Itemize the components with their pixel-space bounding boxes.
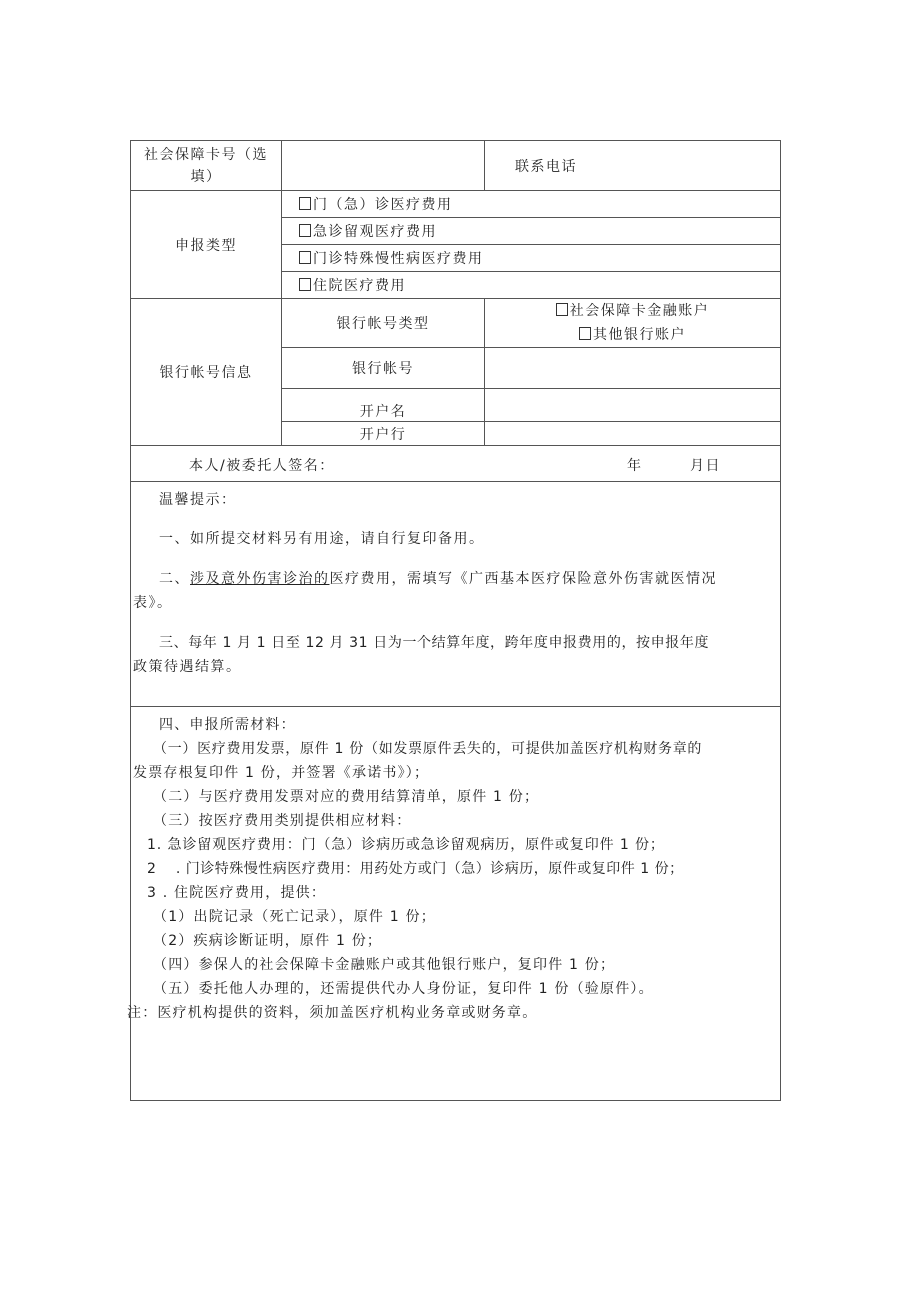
declare-option-3[interactable] (282, 245, 781, 272)
bank-type-option-1-label: 社会保障卡金融账户 (569, 303, 710, 319)
tips-row (131, 482, 781, 707)
material-3-3: 3 . 住院医疗费用，提供： (147, 885, 327, 901)
declare-option-4[interactable] (282, 272, 781, 299)
declare-option-2[interactable] (282, 218, 781, 245)
tips-item-2-continued: 表》。 (133, 595, 173, 611)
material-4: （四）参保人的社会保障卡金融账户或其他银行账户，复印件 1 份； (153, 957, 616, 973)
tips-item-2-text: 医疗费用，需填写《广西基本医疗保险意外伤害就医情况 (329, 571, 717, 587)
checkbox-icon[interactable] (299, 224, 311, 237)
signature-year: 年 (627, 458, 643, 474)
material-1-continued: 发票存根复印件 1 份，并签署《承诺书》）； (133, 765, 430, 781)
tips-item-3-continued: 政策待遇结算。 (133, 659, 242, 675)
bank-account-label: 银行帐号 (282, 348, 485, 389)
declare-row-1 (131, 191, 781, 218)
checkbox-icon[interactable] (556, 303, 568, 316)
declare-option-4-label: 住院医疗费用 (313, 278, 406, 294)
declare-type-label: 申报类型 (131, 191, 282, 299)
materials-note: 注：医疗机构提供的资料，须加盖医疗机构业务章或财务章。 (127, 1005, 538, 1021)
bank-holder-input[interactable] (485, 389, 781, 422)
bank-type-label: 银行帐号类型 (282, 299, 485, 348)
material-1: （一）医疗费用发票，原件 1 份（如发票原件丢失的，可提供加盖医疗机构财务章的 (153, 741, 703, 757)
phone-label: 联系电话 (515, 158, 577, 175)
material-3-3-2: （2）疾病诊断证明，原件 1 份； (153, 933, 383, 949)
materials-row (131, 707, 781, 1101)
bank-info-label: 银行帐号信息 (131, 299, 282, 446)
material-3-3-1: （1）出院记录（死亡记录），原件 1 份； (153, 909, 436, 925)
signature-monthday: 月日 (690, 458, 721, 474)
bank-type-row (131, 299, 781, 348)
bank-branch-label: 开户行 (282, 422, 485, 446)
social-card-row (131, 141, 781, 191)
declare-option-3-label: 门诊特殊慢性病医疗费用 (313, 251, 484, 267)
declare-option-1[interactable] (282, 191, 781, 218)
material-3: （三）按医疗费用类别提供相应材料： (153, 813, 412, 829)
tips-cell (131, 482, 781, 707)
checkbox-icon[interactable] (299, 197, 311, 210)
bank-branch-input[interactable] (485, 422, 781, 446)
signature-row (131, 446, 781, 482)
bank-account-input[interactable] (485, 348, 781, 389)
tips-item-2 (131, 567, 780, 591)
material-3-1: 1. 急诊留观医疗费用：门（急）诊病历或急诊留观病历，原件或复印件 1 份； (147, 837, 665, 853)
checkbox-icon[interactable] (579, 327, 591, 340)
checkbox-icon[interactable] (299, 278, 311, 291)
bank-type-option-2-label: 其他银行账户 (593, 327, 686, 343)
material-3-2: 2 . 门诊特殊慢性病医疗费用：用药处方或门（急）诊病历，原件或复印件 1 份； (147, 861, 684, 877)
materials-title: 四、申报所需材料： (159, 717, 296, 733)
tips-item-1: 一、如所提交材料另有用途，请自行复印备用。 (159, 531, 485, 547)
bank-type-option-1[interactable] (489, 299, 776, 323)
tips-item-3: 三、每年 1 月 1 日至 12 月 31 日为一个结算年度，跨年度申报费用的，按申报年度 (159, 635, 710, 651)
tips-item-2-underlined: 涉及意外伤害诊治的 (190, 571, 330, 587)
checkbox-icon[interactable] (299, 251, 311, 264)
bank-type-options (485, 299, 781, 348)
phone-cell[interactable] (485, 141, 781, 191)
bank-holder-label: 开户名 (282, 389, 485, 422)
signature-label: 本人/被委托人签名： (189, 458, 335, 474)
social-card-label: 社会保障卡号（选填） (131, 141, 282, 191)
tips-title: 温馨提示： (159, 492, 237, 508)
reimbursement-form (127, 140, 780, 1101)
signature-cell[interactable] (131, 446, 781, 482)
bank-type-option-2[interactable] (489, 323, 776, 347)
form-table (127, 140, 781, 1101)
materials-cell (127, 707, 781, 1101)
material-5: （五）委托他人办理的，还需提供代办人身份证，复印件 1 份（验原件）。 (153, 981, 654, 997)
tips-item-2-prefix: 二、 (159, 571, 190, 587)
material-2: （二）与医疗费用发票对应的费用结算清单，原件 1 份； (153, 789, 540, 805)
declare-option-2-label: 急诊留观医疗费用 (313, 224, 437, 240)
social-card-input[interactable] (282, 141, 485, 191)
declare-option-1-label: 门（急）诊医疗费用 (313, 197, 453, 213)
